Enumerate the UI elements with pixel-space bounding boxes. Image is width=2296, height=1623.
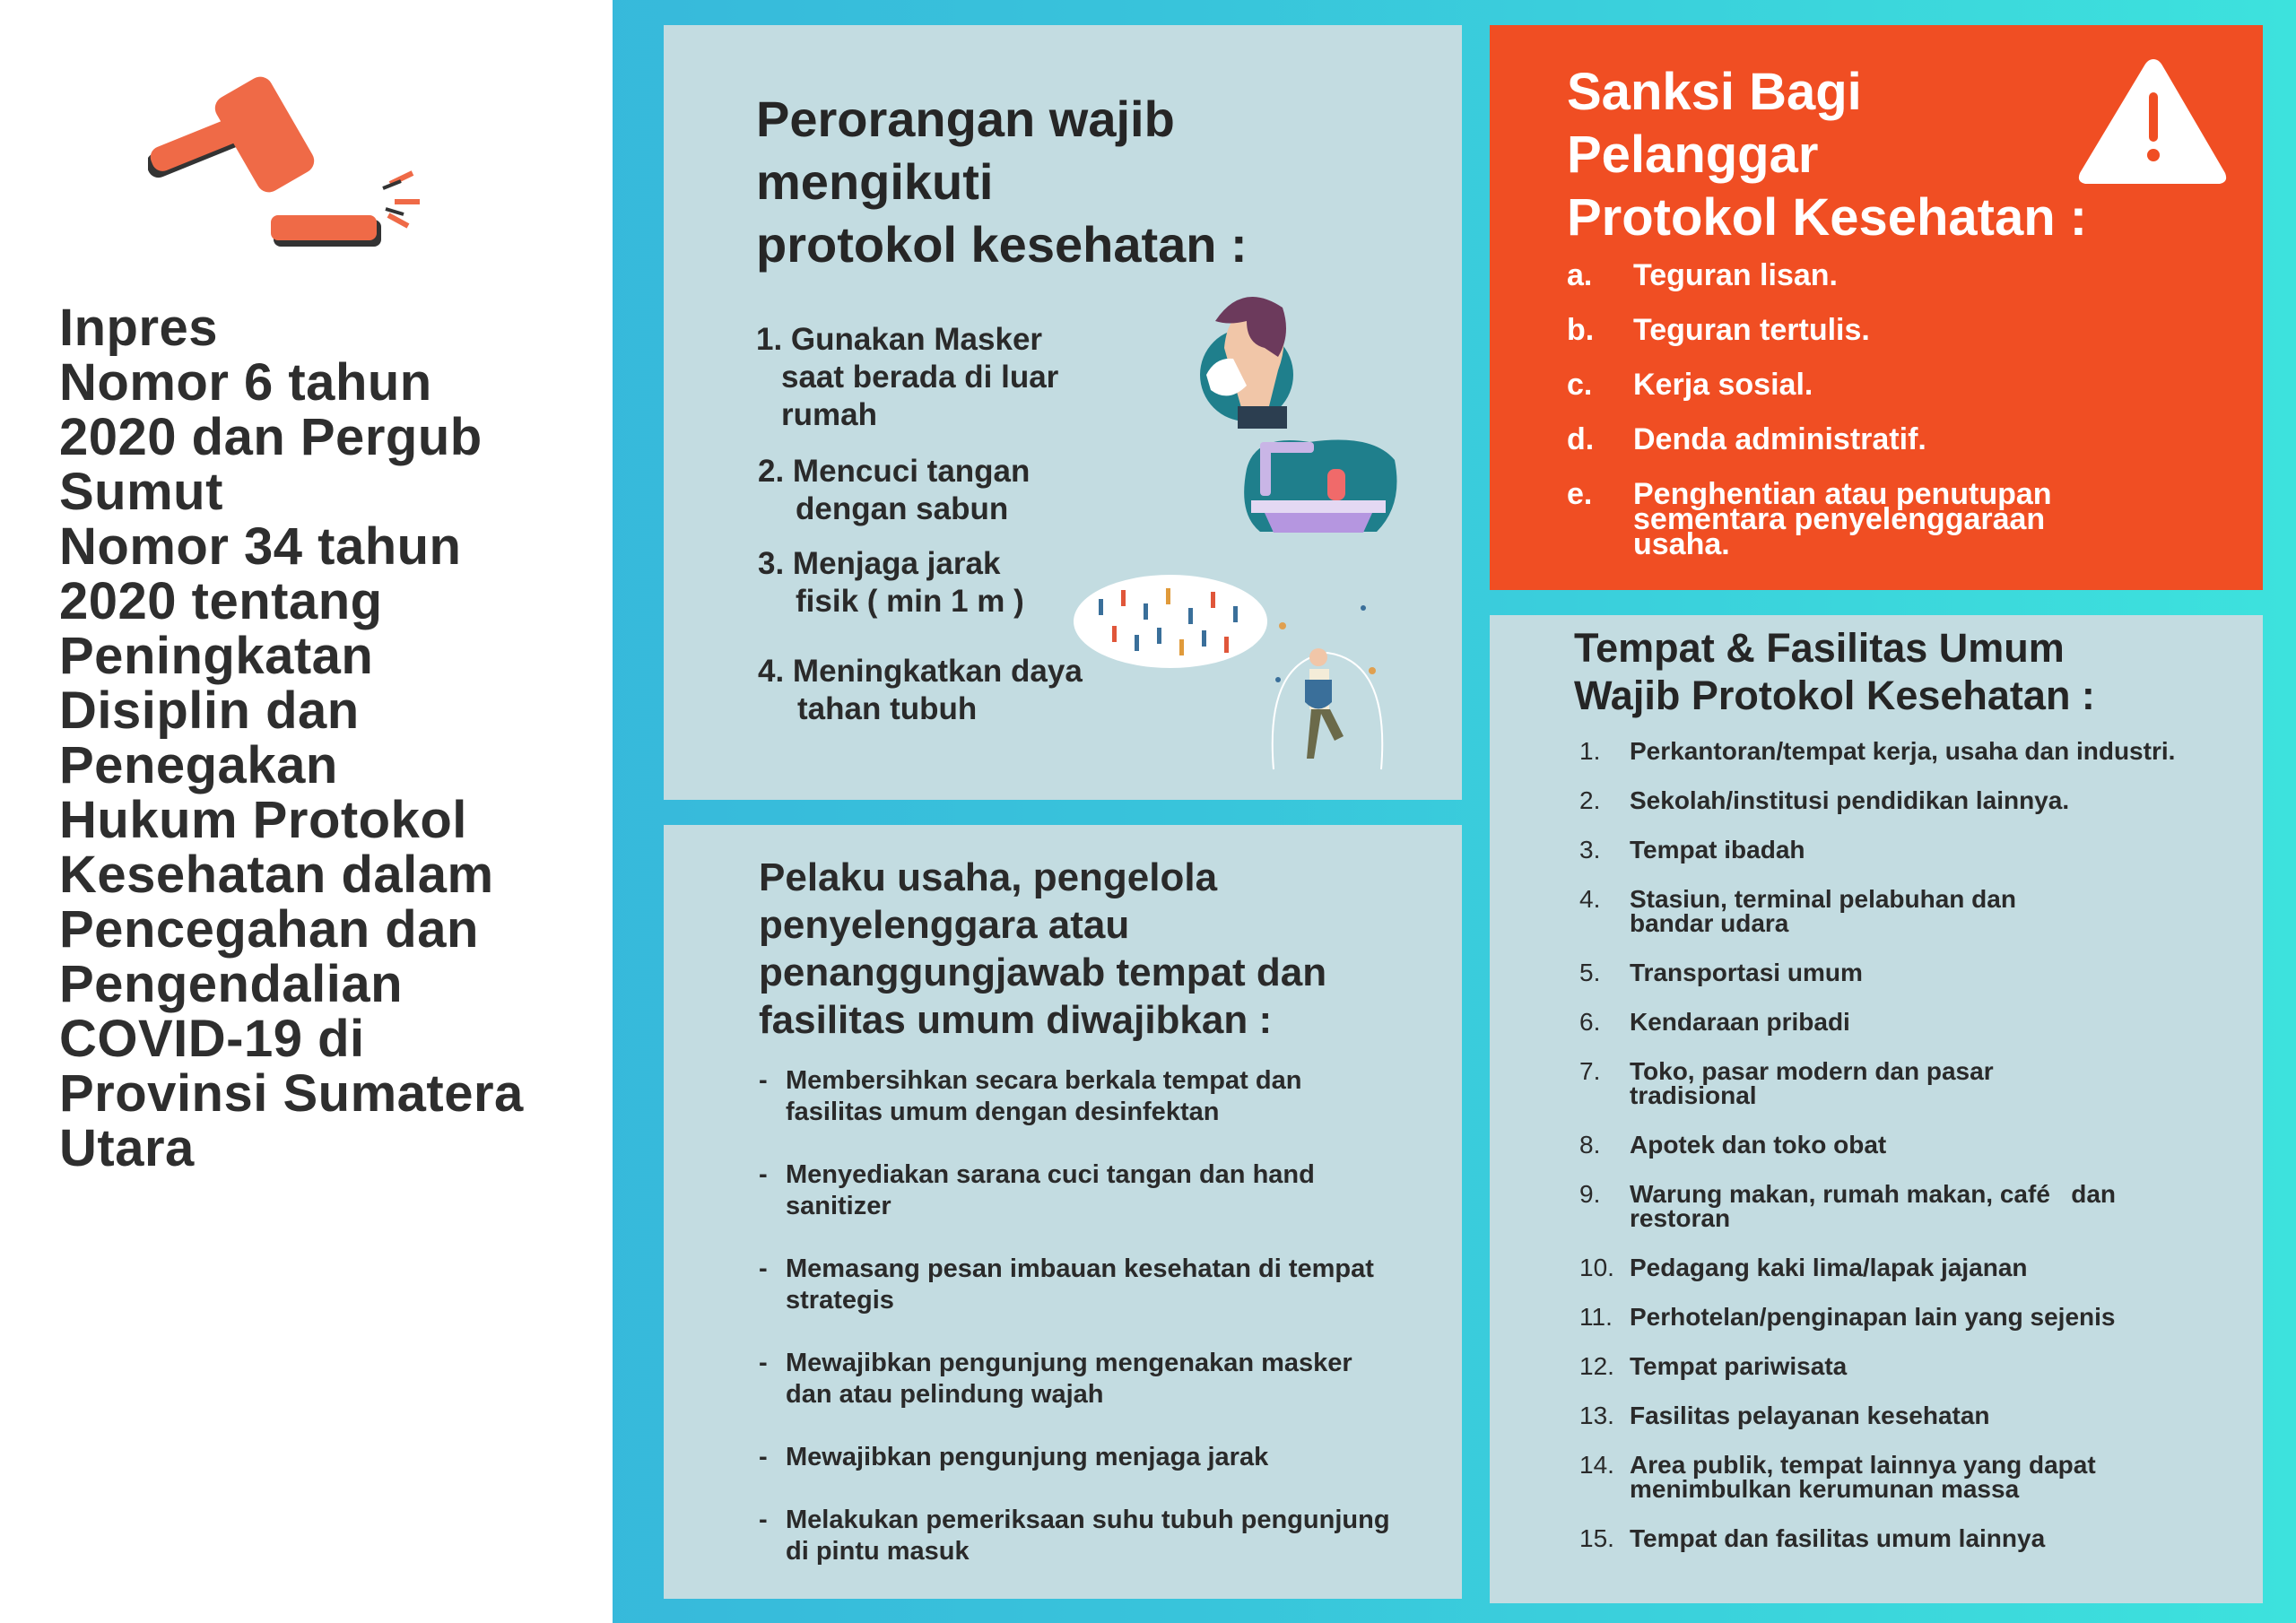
- item-line: fisik ( min 1 m ): [796, 584, 1024, 619]
- perorangan-heading: [756, 88, 1248, 276]
- item-text: Stasiun, terminal pelabuhan dan bandar udara: [1630, 885, 2016, 937]
- heading-line: penanggungjawab tempat dan: [759, 950, 1327, 994]
- item-text: Transportasi umum: [1630, 959, 1863, 986]
- item-text: Penghentian atau penutupan sementara penyelenggaraan usaha.: [1633, 477, 2052, 561]
- document-title: [59, 300, 524, 1176]
- title-line: Kesehatan dalam: [59, 846, 494, 904]
- list-item: [1579, 788, 2243, 812]
- item-key: d.: [1567, 422, 1595, 456]
- item-text: Perkantoran/tempat kerja, usaha dan industri.: [1630, 737, 2176, 765]
- item-text: Kerja sosial.: [1633, 368, 1813, 402]
- list-item: [1579, 1255, 2243, 1280]
- obligation-list: [759, 1065, 1405, 1599]
- warning-icon: [2077, 52, 2230, 187]
- list-item: [1579, 1453, 2243, 1501]
- item-text: Warung makan, rumah makan, café dan restoran: [1630, 1180, 2123, 1232]
- title-line: Pencegahan dan: [59, 900, 479, 959]
- heading-line: Pelaku usaha, pengelola: [759, 855, 1218, 899]
- fasilitas-heading: [1574, 624, 2095, 719]
- bullet: -: [759, 1066, 768, 1095]
- title-line: Utara: [59, 1119, 195, 1177]
- list-item: [759, 1442, 1405, 1473]
- heading-line: fasilitas umum diwajibkan :: [759, 998, 1273, 1042]
- item-key: c.: [1567, 368, 1593, 402]
- item-line: tahan tubuh: [797, 691, 978, 726]
- item-line: 1. Gunakan Masker: [756, 322, 1043, 357]
- list-item: [1579, 1526, 2243, 1550]
- item-text: Apotek dan toko obat: [1630, 1131, 1887, 1159]
- item-number: 3.: [1579, 836, 1601, 864]
- title-line: Penegakan: [59, 736, 338, 794]
- title-line: Nomor 6 tahun: [59, 353, 432, 412]
- list-item: [1567, 258, 2231, 292]
- list-item: [759, 1348, 1405, 1410]
- heading-line: protokol kesehatan :: [756, 216, 1248, 273]
- list-item: [1567, 477, 2069, 561]
- protocol-item-3: [758, 545, 1024, 621]
- item-number: 15.: [1579, 1524, 1614, 1552]
- title-line: Pengendalian: [59, 955, 404, 1013]
- item-text: Fasilitas pelayanan kesehatan: [1630, 1402, 1990, 1429]
- list-item: [1567, 368, 2231, 402]
- bullet: -: [759, 1506, 768, 1534]
- item-text: Memasang pesan imbauan kesehatan di tempat strategis: [786, 1254, 1374, 1315]
- handwash-illustration: [1238, 433, 1399, 541]
- item-number: 11.: [1579, 1303, 1613, 1331]
- item-line: 2. Mencuci tangan: [758, 454, 1031, 489]
- item-text: Toko, pasar modern dan pasar tradisional: [1630, 1057, 1994, 1109]
- item-line: dengan sabun: [796, 491, 1009, 526]
- list-item: [1579, 1354, 2243, 1378]
- list-item: [1579, 1059, 2243, 1107]
- item-number: 9.: [1579, 1180, 1601, 1208]
- bullet: -: [759, 1349, 768, 1377]
- item-text: Tempat ibadah: [1630, 836, 1805, 864]
- list-item: [1579, 838, 2243, 862]
- mask-person-illustration: [1193, 285, 1300, 429]
- bullet: -: [759, 1160, 768, 1189]
- heading-line: Wajib Protokol Kesehatan :: [1574, 673, 2095, 718]
- item-line: rumah: [781, 397, 877, 432]
- social-distancing-illustration: [1072, 572, 1269, 671]
- item-text: Tempat dan fasilitas umum lainnya: [1630, 1524, 2046, 1552]
- list-item: [1567, 422, 2231, 456]
- item-number: 6.: [1579, 1008, 1601, 1036]
- item-key: a.: [1567, 258, 1593, 292]
- sanksi-panel: [1490, 25, 2263, 590]
- list-item: [1579, 1403, 2243, 1428]
- title-line: Provinsi Sumatera: [59, 1064, 524, 1123]
- title-line: Sumut: [59, 463, 223, 521]
- gavel-icon: [148, 67, 444, 273]
- item-text: Menyediakan sarana cuci tangan dan hand sanitizer: [786, 1160, 1315, 1220]
- sanction-list: [1567, 258, 2231, 586]
- item-number: 5.: [1579, 959, 1601, 986]
- list-item: [1579, 887, 2243, 935]
- item-line: 4. Meningkatkan daya: [758, 654, 1083, 689]
- title-line: COVID-19 di: [59, 1010, 365, 1068]
- item-text: Teguran lisan.: [1633, 258, 1838, 292]
- item-number: 10.: [1579, 1254, 1614, 1281]
- item-text: Kendaraan pribadi: [1630, 1008, 1850, 1036]
- immune-person-illustration: [1256, 590, 1390, 778]
- list-item: [1579, 1133, 2243, 1157]
- item-text: Membersihkan secara berkala tempat dan fasilitas umum dengan desinfektan: [786, 1066, 1302, 1126]
- item-text: Teguran tertulis.: [1633, 313, 1870, 347]
- item-key: b.: [1567, 313, 1595, 347]
- item-number: 2.: [1579, 786, 1601, 814]
- facility-list: [1579, 739, 2243, 1575]
- list-item: [1567, 313, 2231, 347]
- item-text: Sekolah/institusi pendidikan lainnya.: [1630, 786, 2070, 814]
- fasilitas-panel: [1490, 615, 2263, 1603]
- list-item: [1579, 1182, 2243, 1230]
- title-line: Inpres: [59, 299, 219, 357]
- title-line: Hukum Protokol: [59, 791, 467, 849]
- item-number: 8.: [1579, 1131, 1601, 1159]
- list-item: [759, 1065, 1405, 1128]
- item-text: Mewajibkan pengunjung menjaga jarak: [786, 1443, 1269, 1471]
- item-text: Denda administratif.: [1633, 422, 1926, 456]
- title-line: 2020 tentang: [59, 572, 383, 630]
- bullet: -: [759, 1443, 768, 1471]
- heading-line: Perorangan wajib: [756, 91, 1175, 147]
- item-number: 7.: [1579, 1057, 1601, 1085]
- item-text: Tempat pariwisata: [1630, 1352, 1848, 1380]
- item-line: saat berada di luar: [781, 360, 1059, 395]
- item-text: Perhotelan/penginapan lain yang sejenis: [1630, 1303, 2116, 1331]
- heading-line: Protokol Kesehatan :: [1567, 188, 2088, 247]
- item-text: Pedagang kaki lima/lapak jajanan: [1630, 1254, 2028, 1281]
- sanksi-heading: [1567, 61, 2087, 249]
- list-item: [759, 1505, 1405, 1567]
- protocol-item-4: [758, 653, 1083, 728]
- heading-line: Sanksi Bagi: [1567, 63, 1862, 121]
- item-number: 14.: [1579, 1451, 1614, 1479]
- title-line: Peningkatan: [59, 627, 374, 685]
- protocol-item-2: [758, 453, 1030, 528]
- bullet: -: [759, 1254, 768, 1283]
- list-item: [1579, 960, 2243, 985]
- list-item: [759, 1254, 1405, 1316]
- item-key: e.: [1567, 477, 1593, 511]
- list-item: [1579, 1010, 2243, 1034]
- item-number: 13.: [1579, 1402, 1614, 1429]
- pelaku-heading: [759, 854, 1326, 1044]
- pelaku-usaha-panel: [664, 825, 1462, 1599]
- list-item: [1579, 1305, 2243, 1329]
- perorangan-panel: [664, 25, 1462, 800]
- protocol-item-1: [756, 321, 1058, 434]
- list-item: [759, 1159, 1405, 1222]
- heading-line: mengikuti: [756, 153, 994, 210]
- item-text: Mewajibkan pengunjung mengenakan masker dan atau pelindung wajah: [786, 1349, 1352, 1409]
- heading-line: Tempat & Fasilitas Umum: [1574, 625, 2065, 671]
- title-line: Nomor 34 tahun: [59, 517, 462, 576]
- heading-line: penyelenggara atau: [759, 903, 1130, 947]
- item-number: 1.: [1579, 737, 1601, 765]
- item-line: 3. Menjaga jarak: [758, 546, 1001, 581]
- item-number: 4.: [1579, 885, 1601, 913]
- title-line: Disiplin dan: [59, 681, 360, 740]
- title-line: 2020 dan Pergub: [59, 408, 483, 466]
- left-title-panel: [0, 0, 613, 1623]
- item-text: Area publik, tempat lainnya yang dapat menimbulkan kerumunan massa: [1630, 1451, 2096, 1503]
- heading-line: Pelanggar: [1567, 126, 1819, 184]
- item-number: 12.: [1579, 1352, 1614, 1380]
- list-item: [1579, 739, 2243, 763]
- item-text: Melakukan pemeriksaan suhu tubuh pengunjung di pintu masuk: [786, 1506, 1390, 1566]
